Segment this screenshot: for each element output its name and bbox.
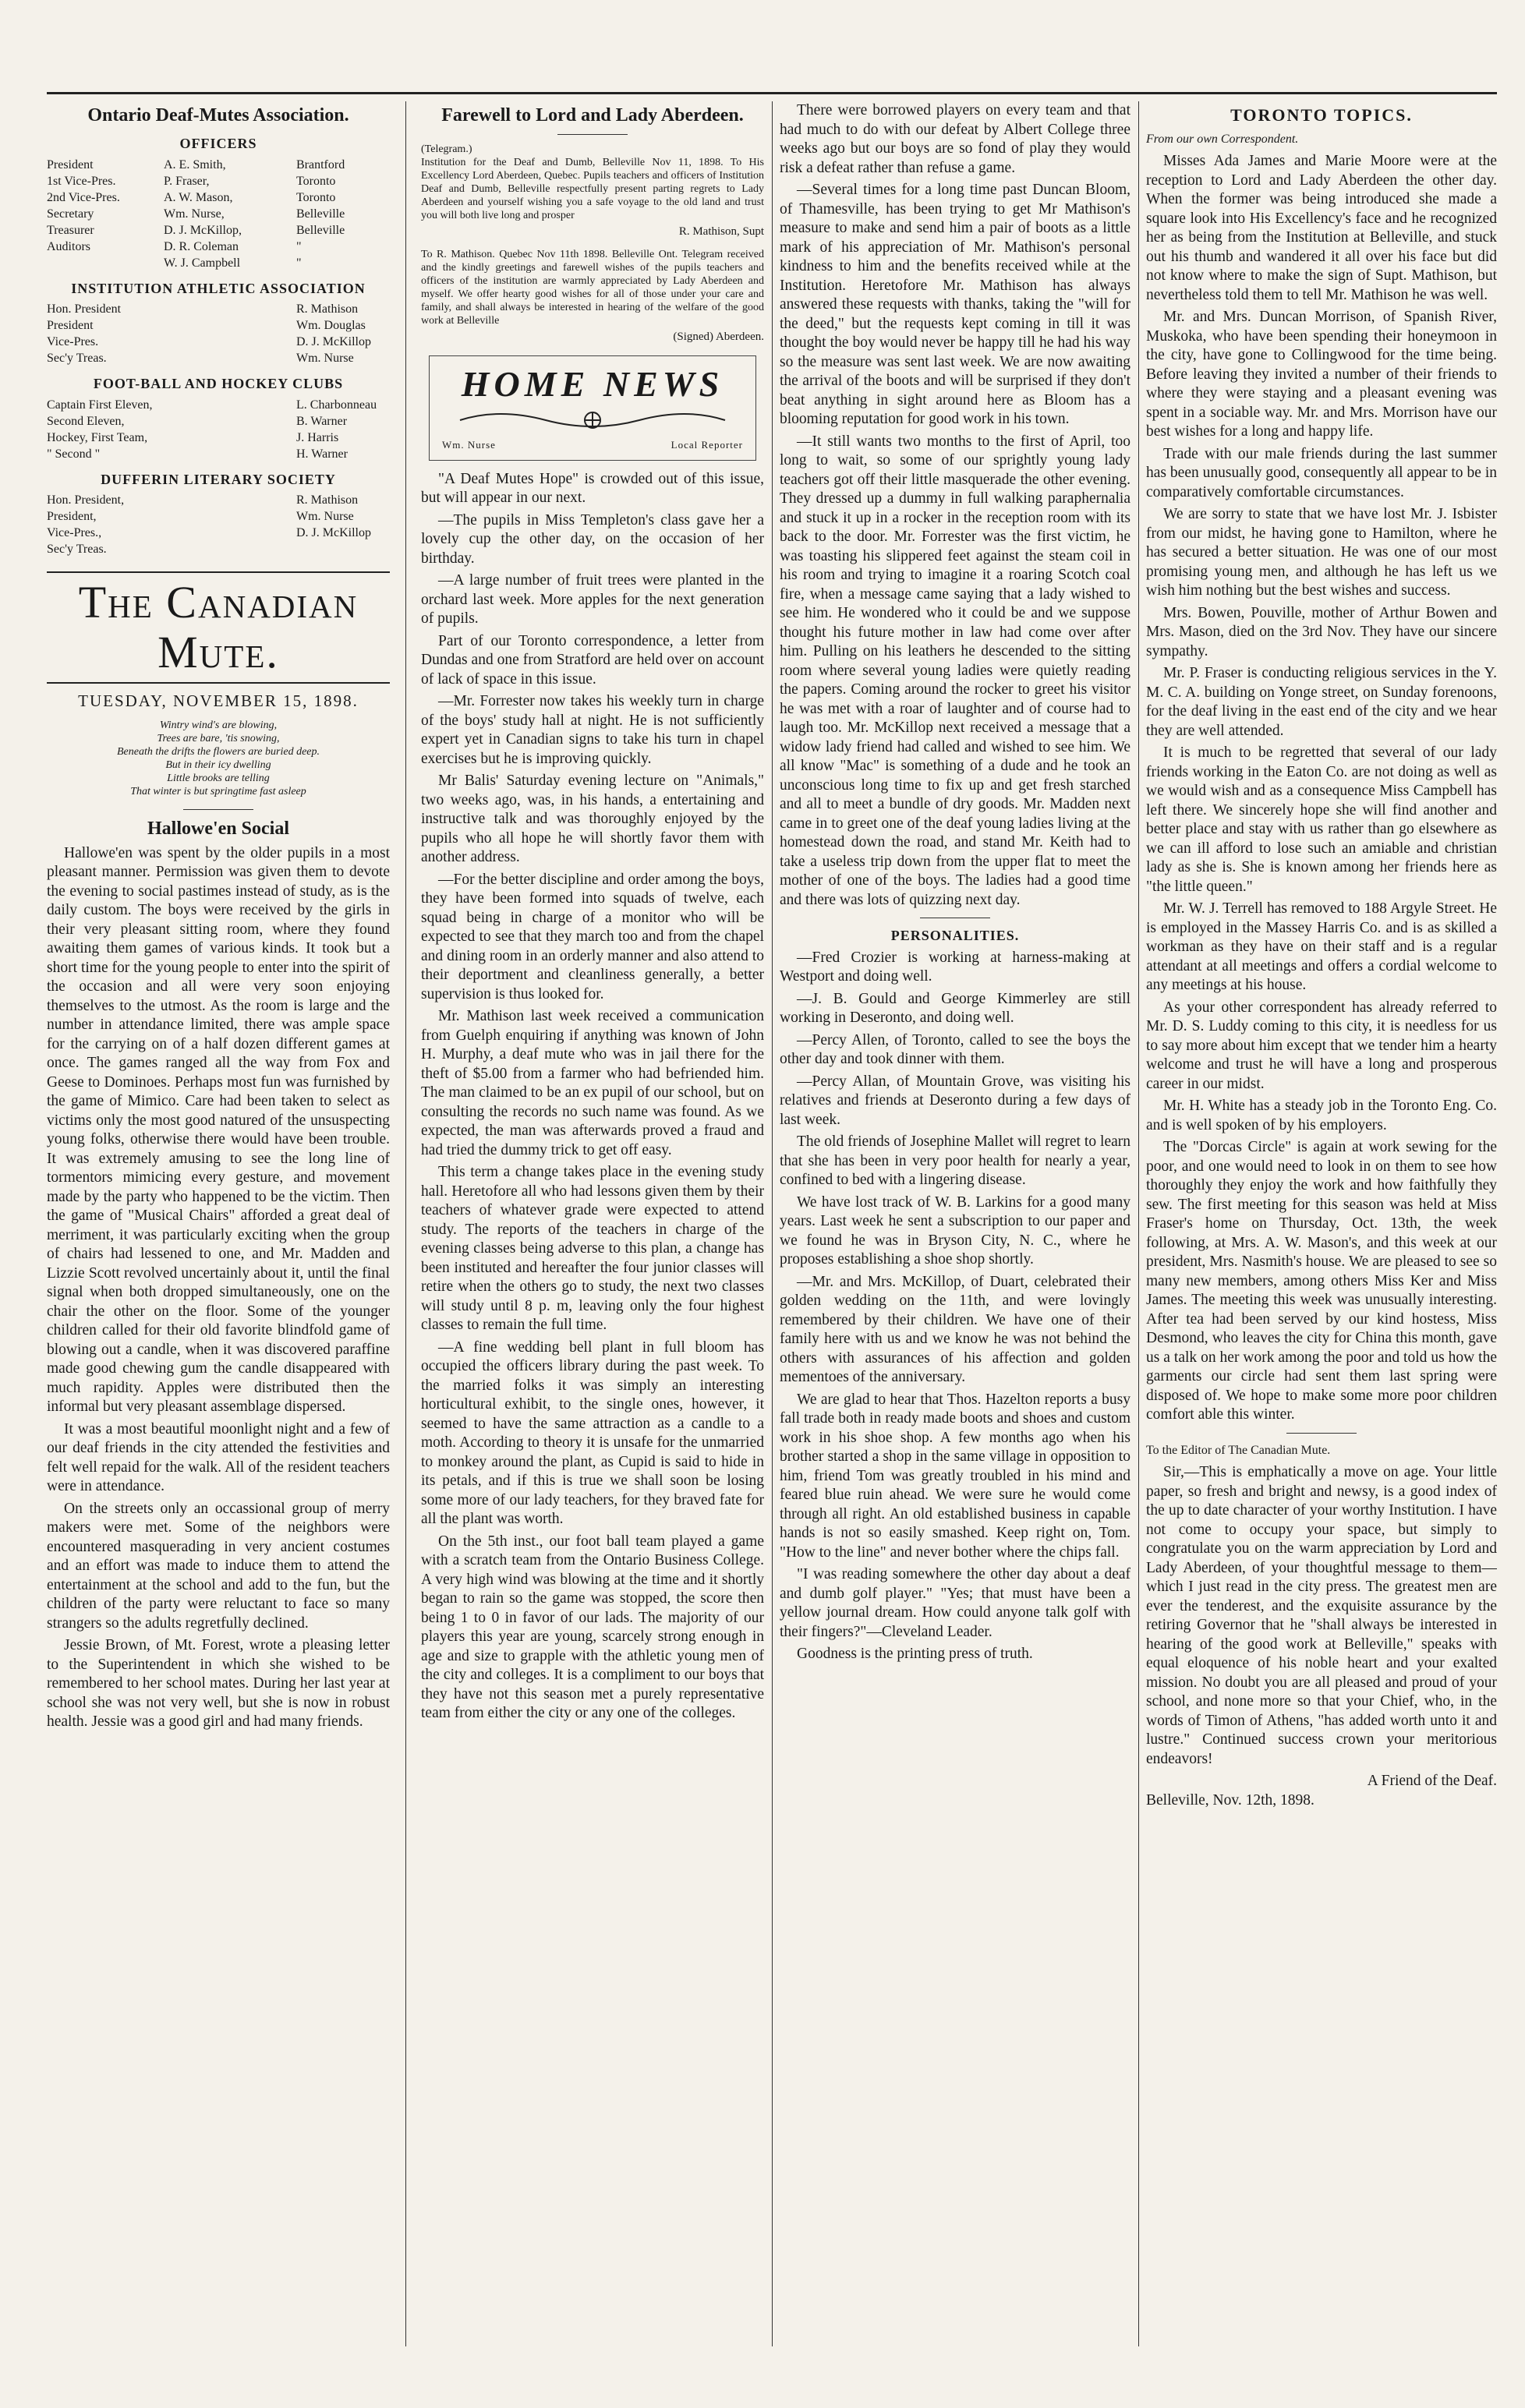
football-heading: FOOT-BALL AND HOCKEY CLUBS: [93, 376, 344, 391]
officer-cell: Sec'y Treas.: [47, 352, 107, 365]
column-3: [780, 101, 1130, 2346]
toronto-item: Mr. W. J. Terrell has removed to 188 Argyle Street. He is employed in the Massey Harris Co. and is as skilled a workman as they have on their staff and is a regular attendant at all meetings and offers a cordial welcome to any meetings at his house.: [1146, 900, 1497, 993]
news-item: This term a change takes place in the evening study hall. Heretofore all who had lessons given them by their teachers of whatever grade were expected to attend study. The reports of the teachers in charge of the evening classes being adverse to this plan, a change has been instituted and hereafter the four junior classes will retire when the others go to study, the next two classes will study until 8 p. m, leaving only the four highest classes to remain the full time.: [421, 1164, 764, 1333]
news-item: —It still wants two months to the first of April, too long to wait, so some of our sprightly young lady teachers got off their little masquerade the other evening. They dressed up a dummy in full walking paraphernalia and stuck it up in a rocker in the reception room with its back to the door. Mr. Forrester was the first victim, he was toasting his slippered feet against the steam coil in his room and trying to imagine it a roaring Scotch coal fire, when a message came saying that a lady wished to see him. He wondered who it could be and we suppose thought his future mother in law had come over after him. Pulling on his leathers he descended to the sitting room where several young ladies were quietly reading the papers. Coming around the rocker to greet his visitor he was met with a roar of laughter and of course had to laugh too. Mr. McKillop next received a message that a widow lady friend had called and wished to see him. We all know "Mac" is something of a dude and he took an unconscious long time to fix up and get fresh starched and all to meet a bundle of dry goods. Mr. Madden next came in to greet one of the deaf young ladies living at the homestead down the road, and stand Mr. Keith had to take a useless trip down from the upper flat to meet the mother of one of the boys. The ladies had a good time and there was lots of quizzing next day.: [780, 433, 1130, 908]
officer-cell: A. E. Smith,: [164, 157, 226, 171]
personality-item: We have lost track of W. B. Larkins for a good many years. Last week he sent a subscription to our paper and we found he was in Bryson City, N. C., where he proposes establishing a shoe shop shortly.: [780, 1193, 1130, 1268]
athletic-heading: INSTITUTION ATHLETIC ASSOCIATION: [71, 280, 366, 296]
officer-row: [47, 189, 390, 206]
officer-row: [47, 413, 390, 430]
personality-item: —Percy Allen, of Toronto, called to see the boys the other day and took dinner with them.: [780, 1031, 1130, 1067]
news-item: —Several times for a long time past Duncan Bloom, of Thamesville, has been trying to get Mr Mathison's measure to make and send him a pair of boots as a little mark of his appreciation of Mr. Mathison's personal kindness to him and the benefits received while at the Institution. Heretofore Mr. Mathison has always answered these requests with thanks, taking the "will for the deed," but the requests kept coming in till it was thought the boy would never be happy till he had his way so the measure was sent last week. We are now awaiting the arrival of the boots and will be surprised if they don't beat anything in sight around here as Bloom has a blooming reputation for good work in his town.: [780, 182, 1130, 427]
officer-cell: Toronto: [296, 174, 336, 188]
officer-row: [47, 173, 390, 189]
top-rule: [47, 92, 1497, 94]
officer-cell: President: [47, 319, 94, 332]
telegram-label: (Telegram.): [421, 143, 472, 155]
toronto-item: As your other correspondent has already referred to Mr. D. S. Luddy coming to this city, it is needless for us to say more about him except that we tender him a hearty welcome and trust he will have a long and prosperous career in our midst.: [1146, 999, 1497, 1092]
toronto-byline: From our own Correspondent.: [1146, 132, 1299, 146]
athletic-list: [47, 301, 390, 366]
news-item: —A large number of fruit trees were planted in the orchard last week. More apples for the next generation of pupils.: [421, 572, 764, 627]
masthead-poem: [47, 719, 390, 798]
home-news-banner: [429, 355, 756, 461]
home-news-title: HOME NEWS: [461, 364, 724, 404]
column-4: [1146, 101, 1497, 2346]
officer-cell: D. J. McKillop: [296, 526, 371, 539]
toronto-item: It is much to be regretted that several of our lady friends working in the Eaton Co. are not doing as well as we would wish and as a consequence Miss Campbell has left there. We sincerely hope she will find another and better place and stay with us rather than go elsewhere as we can ill afford to lose such an amiable and christian lady as she is. She is known among her friends here as "the little queen.": [1146, 744, 1497, 895]
halloween-title: Hallowe'en Social: [147, 818, 289, 839]
toronto-title: TORONTO TOPICS.: [1230, 105, 1413, 125]
officer-cell: H. Warner: [296, 447, 348, 461]
poem-line: That winter is but springtime fast asleep: [130, 785, 306, 797]
personality-item: —Mr. and Mrs. McKillop, of Duart, celebrated their golden wedding on the 11th, and were lovingly remembered by their children. We have one of their family here with us and we know he was not behind the others with assurances of his affection and golden mementoes of the anniversary.: [780, 1273, 1130, 1385]
officer-cell: Wm. Nurse: [296, 510, 354, 523]
officer-row: [47, 446, 390, 462]
letter-signature: A Friend of the Deaf.: [1367, 1773, 1497, 1789]
column-rule: [772, 101, 773, 2346]
letter-place: Belleville, Nov. 12th, 1898.: [1146, 1791, 1314, 1809]
article-paragraph: It was a most beautiful moonlight night and a few of our deaf friends in the city attended the festivities and felt well repaid for the walk. All of the resident teachers were in attendance.: [47, 1420, 390, 1494]
officer-cell: Hon. President: [47, 302, 122, 316]
officer-cell: Wm. Nurse,: [164, 207, 225, 221]
letter-heading: To the Editor of The Canadian Mute.: [1146, 1443, 1331, 1457]
letter-body: Sir,—This is emphatically a move on age. Your little paper, so fresh and bright and newsy, is a good index of the up to date character of your worthy Institution. I have not come to occupy your space, but simply to congratulate you on the warm appreciation by Lord and Lady Aberdeen, of your thoughtful message to them—which I just read in the city press. The greatest men are ever the tenderest, and the exquisite assurance by the retiring Governor that he "shall always be interested in hearing of the good work at Belleville," speaks with equal eloquence of his noble heart and your exalted mission. No doubt you are all pleased and proud of your school, and none more so that your Chief, who, in the words of Timon of Athens, "has added worth unto it and lustre." Continued success crown your meritorious endeavors!: [1146, 1464, 1497, 1767]
home-news-editor: Wm. Nurse: [442, 439, 496, 451]
literary-heading: DUFFERIN LITERARY SOCIETY: [101, 471, 336, 487]
association-title: Ontario Deaf-Mutes Association.: [87, 105, 349, 126]
officer-cell: D. J. McKillop: [296, 335, 371, 348]
football-list: [47, 397, 390, 462]
toronto-item: Trade with our male friends during the last summer has been unusually good, consequently all appear to be in comparatively comfortable circumstances.: [1146, 445, 1497, 500]
officer-cell: Belleville: [296, 223, 345, 237]
issue-date: TUESDAY, NOVEMBER 15, 1898.: [78, 691, 359, 710]
officer-cell: A. W. Mason,: [164, 190, 233, 204]
personality-item: —J. B. Gould and George Kimmerley are still working in Deseronto, and doing well.: [780, 990, 1130, 1026]
farewell-title: Farewell to Lord and Lady Aberdeen.: [441, 105, 744, 126]
news-item: "A Deaf Mutes Hope" is crowded out of this issue, but will appear in our next.: [421, 470, 764, 506]
officer-row: [47, 301, 390, 317]
officer-cell: Secretary: [47, 207, 94, 221]
officer-cell: " Second ": [47, 447, 101, 461]
poem-line: Beneath the drifts the flowers are buried deep.: [117, 745, 320, 758]
officer-cell: Hon. President,: [47, 493, 125, 507]
toronto-item: Mrs. Bowen, Pouville, mother of Arthur Bowen and Mrs. Mason, died on the 3rd Nov. They have our sincere sympathy.: [1146, 604, 1497, 659]
toronto-items: [1146, 152, 1497, 1425]
personality-item: —Fred Crozier is working at harness-making at Westport and doing well.: [780, 949, 1130, 985]
news-item: On the 5th inst., our foot ball team played a game with a scratch team from the Ontario Business College. A very high wind was blowing at the time and it shortly began to rain so the game was stopped, the score then being 1 to 0 in favor of our lads. The majority of our players this year are young, scarcely strong enough in age and size to grapple with the athletic young men of the city and colleges. It is a compliment to our boys that they have not this season met a purely representative team from either the city or any one of the colleges.: [421, 1533, 764, 1721]
officer-cell: B. Warner: [296, 414, 348, 428]
divider: [1286, 1433, 1357, 1434]
officer-row: [47, 525, 390, 541]
column-rule: [1138, 101, 1139, 2346]
officer-row: [47, 430, 390, 446]
officer-cell: Second Eleven,: [47, 414, 125, 428]
personalities-title: PERSONALITIES.: [890, 928, 1020, 943]
officer-row: [47, 350, 390, 366]
column-2: [421, 101, 764, 2346]
officer-cell: President,: [47, 510, 97, 523]
news-item: Mr Balis' Saturday evening lecture on "Animals," two weeks ago, was, in his hands, a entertaining and instructive talk and was thoroughly enjoyed by the pupils who all hope he will shortly favor them with another address.: [421, 773, 764, 865]
officer-row: [47, 239, 390, 255]
officer-row: [47, 317, 390, 334]
toronto-item: We are sorry to state that we have lost Mr. J. Isbister from our midst, he having gone to Hamilton, where he has secured a better situation. He was one of our most promising young men, and although he has left us we wish him nothing but the best wishes and success.: [1146, 506, 1497, 599]
column-rule: [405, 101, 406, 2346]
telegram-1: Institution for the Deaf and Dumb, Belleville Nov 11, 1898. To His Excellency Lord Aberdeen, Quebec. Pupils teachers and officers of Institution Deaf and Dumb, Belleville respectfully present parting regrets to Lady Aberdeen and yourself wishing you a safe voyage to the old land and trust you will both live long and prosper: [421, 157, 764, 221]
officer-cell: Auditors: [47, 239, 90, 253]
officer-row: [47, 397, 390, 413]
officer-cell: R. Mathison: [296, 493, 359, 507]
article-paragraph: On the streets only an occassional group of merry makers were met. Some of the neighbors were encountered masquerading in very ancient costumes and an effort was made to induce them to attend the entertainment at the school and add to the fun, but the children of the party were reluctant to face so many strangers so the adults regretfully declined.: [47, 1500, 390, 1632]
news-item: There were borrowed players on every team and that had much to do with our defeat by Albert College three weeks ago but our boys are so fond of play they would risk a defeat rather than refuse a game.: [780, 102, 1130, 176]
divider: [557, 134, 628, 135]
officer-cell: Hockey, First Team,: [47, 430, 148, 444]
telegram-2: To R. Mathison. Quebec Nov 11th 1898. Belleville Ont. Telegram received and the kindly greetings and farewell wishes of the pupils teachers and officers of the institution are warmly appreciated by Lady Aberdeen and myself. We offer hearty good wishes for all of those under your care and family, and shall always be interested in hearing of the welfare of the good work at Belleville: [421, 248, 764, 327]
telegram-2-signature: (Signed) Aberdeen.: [673, 330, 764, 343]
news-item: Part of our Toronto correspondence, a letter from Dundas and one from Stratford are held over on account of lack of space in this issue.: [421, 632, 764, 688]
literary-list: [47, 492, 390, 557]
news-item: —The pupils in Miss Templeton's class gave her a lovely cup the other day, on the occasion of her birthday.: [421, 511, 764, 567]
officer-cell: P. Fraser,: [164, 174, 210, 188]
officer-cell: Brantford: [296, 157, 345, 171]
officer-row: [47, 157, 390, 173]
officer-cell: ": [296, 239, 302, 253]
article-paragraph: Jessie Brown, of Mt. Forest, wrote a pleasing letter to the Superintendent in which she wished to be remembered to her school mates. During her last year at school she was not very well, but she is now in robust health. Jessie was a good girl and had many friends.: [47, 1637, 390, 1730]
officer-cell: Wm. Nurse: [296, 352, 354, 365]
officer-cell: Toronto: [296, 190, 336, 204]
officer-cell: Treasurer: [47, 223, 94, 237]
column-1: [47, 101, 390, 2346]
officer-row: [47, 508, 390, 525]
officer-cell: J. Harris: [296, 430, 339, 444]
poem-line: Little brooks are telling: [167, 772, 270, 784]
poem-line: But in their icy dwelling: [165, 758, 271, 771]
personality-item: —Percy Allan, of Mountain Grove, was visiting his relatives and friends at Deseronto during a few days of last week.: [780, 1073, 1130, 1128]
officer-row: [47, 222, 390, 239]
officer-cell: President: [47, 157, 94, 171]
officer-cell: D. R. Coleman: [164, 239, 239, 253]
officer-cell: R. Mathison: [296, 302, 359, 316]
home-news-items: [421, 470, 764, 1724]
divider: [183, 809, 253, 810]
personality-item: We are glad to hear that Thos. Hazelton reports a busy fall trade both in ready made boots and shoes and custom work in his shoe shop. A few months ago when his brother started a shop in the same village in opposition to him, friend Tom was greatly troubled in his mind and feared blue ruin ahead. We were sure he would come through all right. An old established business in capable hands is not so easily smashed. Keep right on, Tom. "How to the line" and never bother where the chips fall.: [780, 1391, 1130, 1561]
poem-line: Trees are bare, 'tis snowing,: [157, 732, 280, 744]
officer-cell: Vice-Pres.,: [47, 526, 102, 539]
officer-cell: Sec'y Treas.: [47, 543, 107, 556]
halloween-article: [47, 844, 390, 1732]
officer-row: [47, 206, 390, 222]
article-paragraph: Hallowe'en was spent by the older pupils in a most pleasant manner. Permission was given them to devote the evening to social pastimes instead of study, as is the daily custom. The boys were received by the girls in their very pleasant sitting room, where they found awaiting them games of various kinds. It took but a short time for the young people to enter into the spirit of the occasion and all were very soon enjoying themselves to the utmost. As the room is large and the number in attendance limited, there was ample space for the carrying on of a half dozen different games at once. The games ranged all the way from Fox and Geese to Dominoes. Perhaps most fun was furnished by the game of Mimico. Care had been taken to select as victims only the most good natured of the unsuspecting young folks, otherwise there would have been trouble. It was extremely amusing to see the long line of tormentors mimicing every gesture, and movement made by the party who happened to be the victim. Then the game of "Musical Chairs" afforded a great deal of merriment, it was particularly exciting when the group of chairs had lessened to one, and Mr. Madden and Lizzie Scott revolved uncertainly about it, until the final signal when both dropped simultaneously, one on the chair the other on the floor. Some of the younger children called for their old favorite blindfold game of blowing out a candle, when it was discovered paraffine made good chewing gum the candle disappeared with much rapidity. Apples were distributed then the informal but very pleasant assemblage dispersed.: [47, 844, 390, 1415]
toronto-item: Mr. P. Fraser is conducting religious services in the Y. M. C. A. building on Yonge street, on Sunday forenoons, for the deaf living in the east end of the city and we hear they are well attended.: [1146, 665, 1497, 739]
officer-cell: ": [296, 256, 302, 270]
news-item: —A fine wedding bell plant in full bloom has occupied the officers library during the past week. To the married folks it was simply an interesting horticultural exhibit, to the single ones, however, it seemed to have the same attraction as a candle to a moth. According to theory it is unsafe for the unmarried to monkey around the plant, as Cupid is said to hide in its petals, and if this is true we shall soon be losing some more of our lady teachers, for they braved fate for all the plant was worth.: [421, 1338, 764, 1527]
officer-cell: Wm. Douglas: [296, 319, 366, 332]
home-news-reporter: Local Reporter: [671, 439, 743, 451]
officer-row: [47, 255, 390, 271]
news-item: —For the better discipline and order among the boys, they have been formed into squads of twelve, each squad being in charge of a monitor who will be expected to see that they march too and from the chapel and dining room in an orderly manner and also attend to their deportment and cleanliness generally, a better supervision is thus looked for.: [421, 871, 764, 1002]
officer-cell: Captain First Eleven,: [47, 398, 153, 412]
personality-item: "I was reading somewhere the other day about a deaf and dumb golf player." "Yes; that must have been a yellow journal dream. How could anyone talk golf with their fingers?"—Cleveland Leader.: [780, 1566, 1130, 1640]
personality-item: The old friends of Josephine Mallet will regret to learn that she has been in very poor health for nearly a year, confined to bed with a lingering disease.: [780, 1133, 1130, 1188]
column-3-items: [780, 101, 1130, 910]
officer-row: [47, 492, 390, 508]
telegram-1-signature: R. Mathison, Supt: [678, 225, 764, 238]
officer-cell: Belleville: [296, 207, 345, 221]
toronto-item: The "Dorcas Circle" is again at work sewing for the poor, and one would need to look in on them to see how thoroughly they enjoy the work and how faithfully they sew. The first meeting for this season was held at Miss Fraser's home on Thursday, Oct. 13th, the week following, at Mrs. A. W. Mason's, and this week at our president, Mrs. Nasmith's house. We are pleased to see so many new members, among others Miss Ker and Miss James. The meeting this week was unusually interesting. After tea had been served by our kind hostess, Miss Desmond, who leaves the city for China this month, gave us a talk on her work among the poor and told us how the garments our circle had sent them last spring were disposed of. We hope to make some more poor children comfort able this winter.: [1146, 1139, 1497, 1423]
officer-cell: [47, 255, 156, 271]
officers-heading: OFFICERS: [179, 136, 257, 151]
officer-cell: 1st Vice-Pres.: [47, 174, 116, 188]
masthead-title: The Canadian Mute.: [47, 571, 390, 684]
news-item: —Mr. Forrester now takes his weekly turn in charge of the boys' study hall at night. He is not sufficiently expert yet in Canadian signs to take his turn in chapel exercises but he is improving quickly.: [421, 693, 764, 767]
officer-cell: L. Charbonneau: [296, 398, 377, 412]
poem-line: Wintry wind's are blowing,: [159, 719, 278, 731]
officer-cell: [296, 541, 390, 557]
toronto-item: Mr. and Mrs. Duncan Morrison, of Spanish River, Muskoka, who have been spending their honeymoon in the city, have gone to Collingwood for the time being. Before leaving they invited a number of their friends to where they were staying and a pleasant evening was spent in a sociable way. Mr. and Mrs. Morrison have our best wishes for a long and happy life.: [1146, 309, 1497, 440]
toronto-item: Mr. H. White has a steady job in the Toronto Eng. Co. and is well spoken of by his employers.: [1146, 1098, 1497, 1133]
officer-row: [47, 541, 390, 557]
officers-list: [47, 157, 390, 271]
toronto-item: Misses Ada James and Marie Moore were at the reception to Lord and Lady Aberdeen the other day. When the former was being introduced she made a square look into His Excellency's face and he recognized her as being from the Institution at Belleville, and stuck out his thumb and wandered it all over his face but did not know where to make the sign of Supt. Mathison, but nevertheless told them to tell Mr. Mathison he was well.: [1146, 153, 1497, 303]
personalities-items: [780, 949, 1130, 1664]
officer-row: [47, 334, 390, 350]
officer-cell: 2nd Vice-Pres.: [47, 190, 120, 204]
banner-ornament-icon: [452, 406, 733, 434]
personality-item: Goodness is the printing press of truth.: [797, 1646, 1033, 1662]
officer-cell: Vice-Pres.: [47, 335, 99, 348]
officer-cell: D. J. McKillop,: [164, 223, 242, 237]
news-item: Mr. Mathison last week received a communication from Guelph enquiring if anything was known of John H. Murphy, a deaf mute who was in jail there for the theft of $5.00 from a farmer who had befriended him. The man claimed to be an ex pupil of our school, but on consulting the records no such name was found. As we expected, the man was afterwards proved a fraud and had tried the dummy trick to get off easy.: [421, 1008, 764, 1158]
officer-cell: W. J. Campbell: [164, 256, 241, 270]
